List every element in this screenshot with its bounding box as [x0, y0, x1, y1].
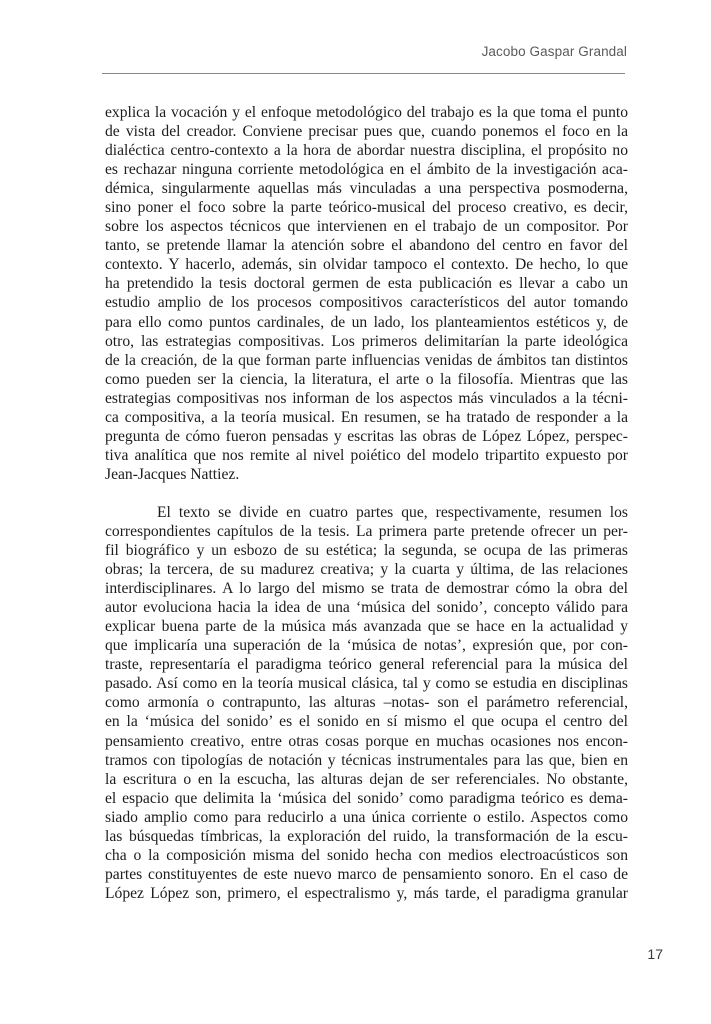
text-line: como pueden ser la ciencia, la literatura, el arte o la filosofía. Mientras que las: [105, 370, 628, 388]
text-line: es rechazar ninguna corriente metodológica en el ámbito de la investigación aca-: [105, 161, 628, 179]
text-line: fil biográfico y un esbozo de su estética; la segunda, se ocupa de las primeras: [105, 542, 628, 560]
text-line: démica, singularmente aquellas más vinculadas a una perspectiva posmoderna,: [105, 180, 628, 198]
text-line: para ello como puntos cardinales, de un lado, los planteamientos estéticos y, de: [105, 313, 628, 331]
running-head-author: Jacobo Gaspar Grandal: [481, 44, 627, 59]
text-line: autor evoluciona hacia la idea de una ‘música del sonido’, concepto válido para: [105, 599, 628, 617]
text-line: estudio amplio de los procesos compositivos característicos del autor tomando: [105, 294, 628, 312]
text-line: explicar buena parte de la música más avanzada que se hace en la actualidad y: [105, 618, 628, 636]
text-line: que implicaría una superación de la ‘música de notas’, expresión que, por con-: [105, 637, 628, 655]
text-line: López López son, primero, el espectralismo y, más tarde, el paradigma granular: [105, 884, 628, 902]
text-line: siado amplio como para reducirlo a una única corriente o estilo. Aspectos como: [105, 808, 628, 826]
text-line: explica la vocación y el enfoque metodológico del trabajo es la que toma el punto: [105, 104, 628, 121]
text-line: interdisciplinares. A lo largo del mismo se trata de demostrar cómo la obra del: [105, 580, 628, 598]
text-line: pasado. Así como en la teoría musical clásica, tal y como se estudia en disciplinas: [105, 675, 628, 693]
text-line: estrategias compositivas nos informan de los aspectos más vinculados a la técni-: [105, 389, 628, 407]
text-line: Jean-Jacques Nattiez.: [105, 465, 240, 483]
text-line: tiva analítica que nos remite al nivel poiético del modelo tripartito expuesto por: [105, 446, 628, 464]
paragraph-1: [105, 103, 628, 484]
text-line: El texto se divide en cuatro partes que, respectivamente, resumen los: [157, 503, 628, 521]
text-line: ha pretendido la tesis doctoral germen de esta publicación es llevar a cabo un: [105, 275, 628, 293]
text-line: en la ‘música del sonido’ es el sonido en sí mismo el que ocupa el centro del: [105, 713, 628, 731]
text-line: sino poner el foco sobre la parte teórico-musical del proceso creativo, es decir,: [105, 199, 628, 217]
page-number: 17: [647, 946, 663, 962]
text-line: contexto. Y hacerlo, además, sin olvidar tampoco el contexto. De hecho, lo que: [105, 256, 628, 274]
text-line: obras; la tercera, de su madurez creativa; y la cuarta y última, de las relaciones: [105, 561, 628, 579]
text-line: el espacio que delimita la ‘música del sonido’ como paradigma teórico es dema-: [105, 789, 628, 807]
header-divider: [102, 73, 625, 74]
text-line: pensamiento creativo, entre otras cosas porque en muchas ocasiones nos encon-: [105, 732, 628, 750]
text-line: correspondientes capítulos de la tesis. La primera parte pretende ofrecer un per-: [105, 522, 628, 540]
text-line: como armonía o contrapunto, las alturas –notas- son el parámetro referencial,: [105, 694, 628, 712]
text-line: las búsquedas tímbricas, la exploración del ruido, la transformación de la escu-: [105, 827, 628, 845]
text-line: traste, representaría el paradigma teórico general referencial para la música del: [105, 656, 628, 674]
text-line: dialéctica centro-contexto a la hora de abordar nuestra disciplina, el propósito no: [105, 142, 628, 160]
text-line: partes constituyentes de este nuevo marco de pensamiento sonoro. En el caso de: [105, 865, 628, 883]
body-text: [105, 103, 628, 903]
text-line: tanto, se pretende llamar la atención sobre el abandono del centro en favor del: [105, 237, 628, 255]
text-line: otro, las estrategias compositivas. Los primeros delimitarían la parte ideológica: [105, 332, 628, 350]
text-line: de la creación, de la que forman parte influencias venidas de ámbitos tan distintos: [105, 351, 628, 369]
text-line: pregunta de cómo fueron pensadas y escritas las obras de López López, perspec-: [105, 427, 628, 445]
paragraph-gap: [105, 484, 628, 503]
text-line: la escritura o en la escucha, las alturas dejan de ser referenciales. No obstante,: [105, 770, 628, 788]
text-line: ca compositiva, a la teoría musical. En resumen, se ha tratado de responder a la: [105, 408, 628, 426]
text-line: cha o la composición misma del sonido hecha con medios electroacústicos son: [105, 846, 628, 864]
text-line: tramos con tipologías de notación y técnicas instrumentales para las que, bien en: [105, 751, 628, 769]
text-line: sobre los aspectos técnicos que intervienen en el trabajo de un compositor. Por: [105, 218, 628, 236]
paragraph-2: [105, 503, 628, 903]
text-line: de vista del creador. Conviene precisar pues que, cuando ponemos el foco en la: [105, 123, 628, 141]
